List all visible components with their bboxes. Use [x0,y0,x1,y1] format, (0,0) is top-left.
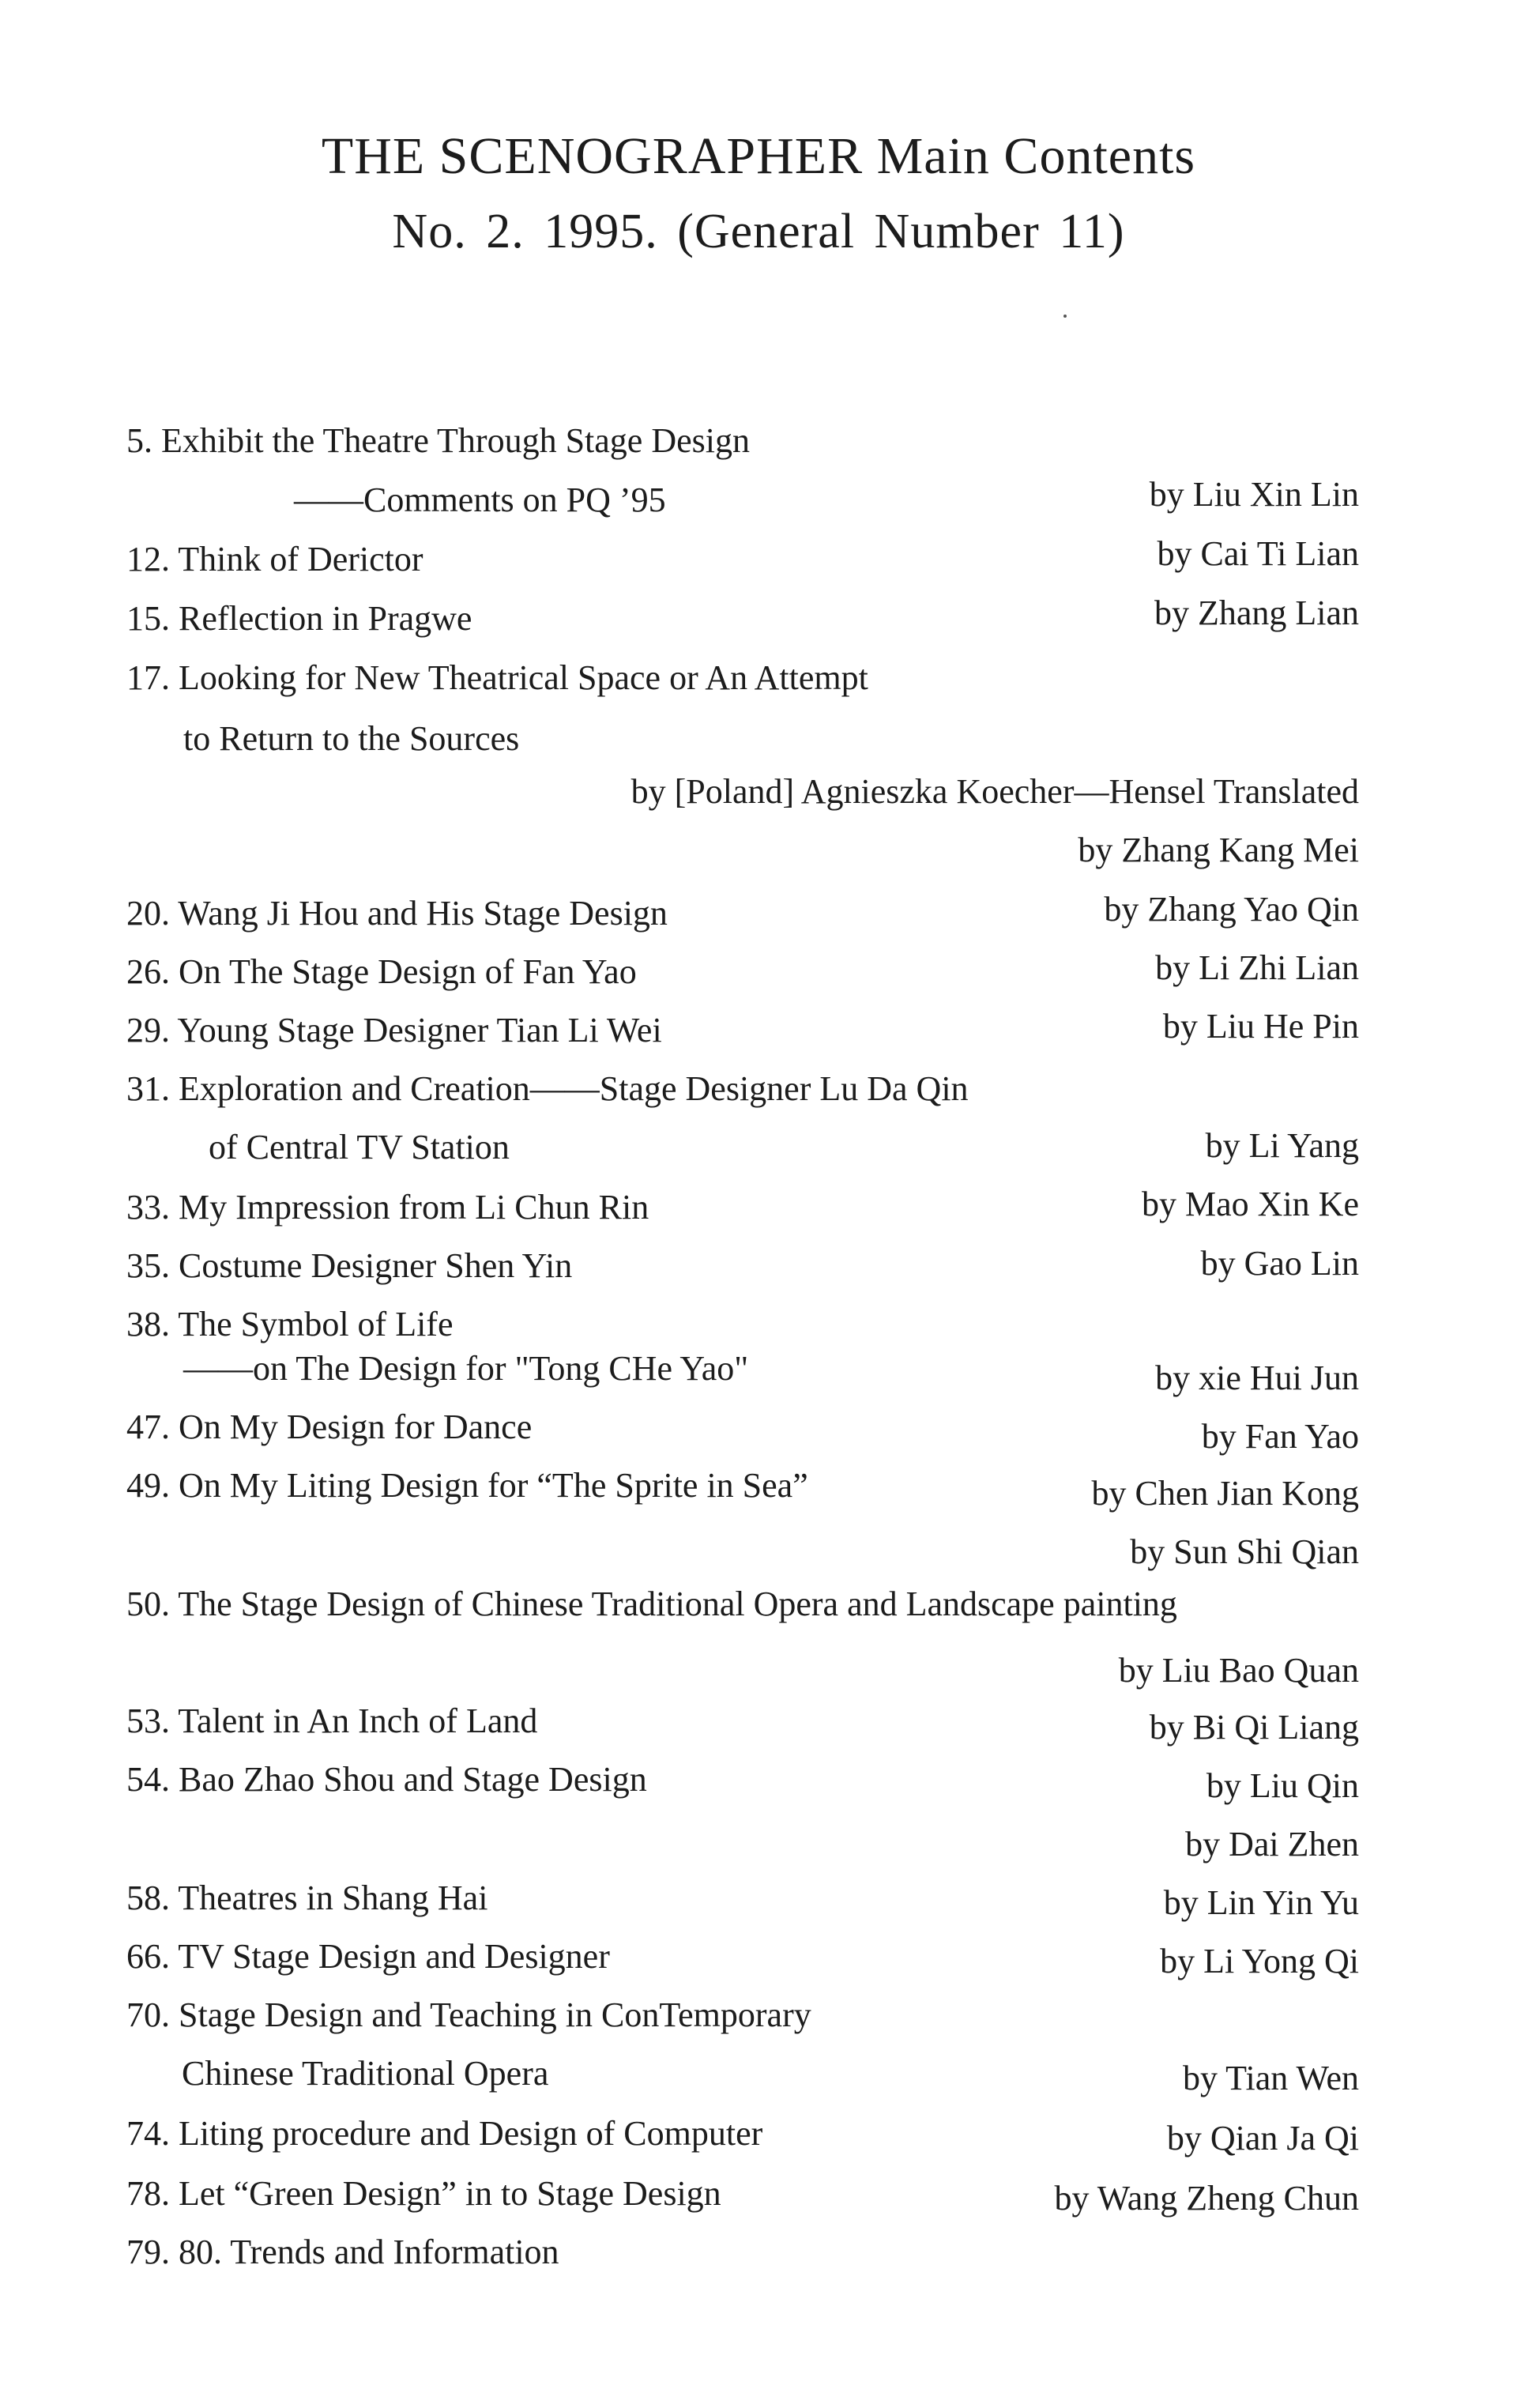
toc-author: by Zhang Yao Qin [1104,890,1359,929]
toc-title: On My Design for Dance [179,1407,533,1446]
toc-author: by Li Zhi Lian [1155,948,1359,987]
toc-entry-70 [126,1995,811,2034]
toc-author: by Liu Qin [1206,1766,1359,1805]
toc-entry-31 [126,1069,969,1108]
toc-author: by Zhang Lian [1154,594,1359,632]
toc-entry-38 [126,1307,453,1342]
toc-entry-17 [126,658,868,697]
toc-author: by Fan Yao [1201,1417,1359,1456]
toc-title: Wang Ji Hou and His Stage Design [178,894,668,933]
toc-title: On My Liting Design for “The Sprite in Sea” [179,1466,808,1505]
toc-title: Theatres in Shang Hai [178,1879,488,1917]
toc-continuation: of Central TV Station [209,1128,510,1166]
toc-entry-74 [126,2116,762,2151]
toc-continuation: to Return to the Sources [183,719,520,758]
toc-author: by Gao Lin [1200,1244,1359,1283]
toc-author: by Wang Zheng Chun [1054,2179,1359,2218]
toc-continuation: Chinese Traditional Opera [182,2054,549,2093]
toc-entry-47 [126,1407,533,1446]
toc-title: Costume Designer Shen Yin [179,1246,573,1285]
toc-author: by Liu Bao Quan [1118,1651,1359,1690]
toc-author: by Cai Ti Lian [1157,534,1359,573]
toc-author: by Chen Jian Kong [1091,1474,1359,1513]
toc-title: Stage Design and Teaching in ConTemporary [179,1995,811,2034]
toc-author: by xie Hui Jun [1155,1359,1359,1397]
toc-title: Looking for New Theatrical Space or An Attempt [179,658,868,697]
toc-entry-29 [126,1013,662,1048]
toc-page-number: 29. [126,1011,170,1049]
toc-page-number: 58. [126,1879,170,1917]
toc-entry-58 [126,1881,487,1916]
toc-author: by Liu He Pin [1162,1007,1359,1046]
toc-page-number: 35. [126,1246,170,1285]
toc-author: by Lin Yin Yu [1163,1883,1359,1922]
toc-page-number: 49. [126,1466,170,1505]
toc-entry-26 [126,952,637,991]
page-title: THE SCENOGRAPHER Main Contents [321,127,1196,185]
toc-page-number: 66. [126,1937,170,1976]
issue-number: No. 2. 1995. (General Number 11) [392,205,1125,258]
toc-author: by Li Yang [1205,1126,1359,1165]
toc-title: Let “Green Design” in to Stage Design [179,2174,721,2213]
toc-entry-15 [126,601,472,636]
toc-entry-20 [126,896,668,931]
toc-author: by Qian Ja Qi [1166,2119,1359,2157]
toc-entry-66 [126,1939,610,1974]
toc-title: On The Stage Design of Fan Yao [179,952,637,991]
toc-entry-54 [126,1762,647,1797]
toc-page-number: 17. [126,658,170,697]
toc-author: by Li Yong Qi [1160,1942,1359,1980]
toc-title: Think of Derictor [178,540,423,578]
print-speck [1063,315,1067,318]
toc-page-number: 54. [126,1760,170,1799]
toc-subtitle: ——Comments on PQ ’95 [294,480,666,519]
toc-page-number: 15. [126,599,170,638]
toc-page-number: 5. [126,421,152,460]
toc-title: The Stage Design of Chinese Traditional Opera and Landscape painting [178,1585,1177,1623]
toc-author: by Sun Shi Qian [1130,1532,1359,1571]
toc-entry-79-80 [126,2235,559,2270]
toc-page-number: 74. [126,2114,170,2153]
toc-title: Liting procedure and Design of Computer [179,2114,763,2153]
toc-entry-49 [126,1468,808,1503]
toc-title: The Symbol of Life [178,1305,454,1343]
toc-title: Reflection in Pragwe [179,599,472,638]
toc-entry-5 [126,421,750,460]
toc-page-number: 38. [126,1305,170,1343]
toc-title: Talent in An Inch of Land [178,1701,538,1740]
toc-entry-33 [126,1190,649,1225]
toc-author: by [Poland] Agnieszka Koecher—Hensel Translated [631,772,1359,811]
toc-page-number: 79. 80. [126,2233,222,2271]
toc-entry-12 [126,542,423,577]
toc-entry-78 [126,2176,721,2211]
toc-page-number: 20. [126,894,170,933]
toc-page-number: 26. [126,952,170,991]
toc-title: Trends and Information [230,2233,559,2271]
toc-page-number: 78. [126,2174,170,2213]
toc-page-number: 31. [126,1069,170,1108]
toc-page-number: 70. [126,1995,170,2034]
toc-page-number: 12. [126,540,170,578]
toc-title: Exploration and Creation——Stage Designer Lu Da Qin [179,1069,969,1108]
toc-author: by Zhang Kang Mei [1078,831,1359,869]
toc-subtitle: ——on The Design for "Tong CHe Yao" [183,1349,749,1388]
toc-title: Young Stage Designer Tian Li Wei [177,1011,662,1049]
toc-page-number: 50. [126,1585,170,1623]
toc-entry-35 [126,1246,573,1285]
toc-title: Bao Zhao Shou and Stage Design [179,1760,647,1799]
toc-title: My Impression from Li Chun Rin [179,1188,649,1227]
toc-entry-50 [126,1587,1177,1622]
toc-author: by Dai Zhen [1185,1825,1359,1863]
toc-entry-53 [126,1701,538,1740]
toc-author: by Bi Qi Liang [1149,1708,1359,1747]
toc-page-number: 53. [126,1701,170,1740]
toc-author: by Mao Xin Ke [1142,1185,1359,1223]
toc-title: Exhibit the Theatre Through Stage Design [161,421,750,460]
toc-author: by Tian Wen [1182,2059,1359,2097]
toc-author: by Liu Xin Lin [1149,475,1359,514]
toc-page-number: 47. [126,1407,170,1446]
toc-title: TV Stage Design and Designer [178,1937,610,1976]
toc-page-number: 33. [126,1188,170,1227]
